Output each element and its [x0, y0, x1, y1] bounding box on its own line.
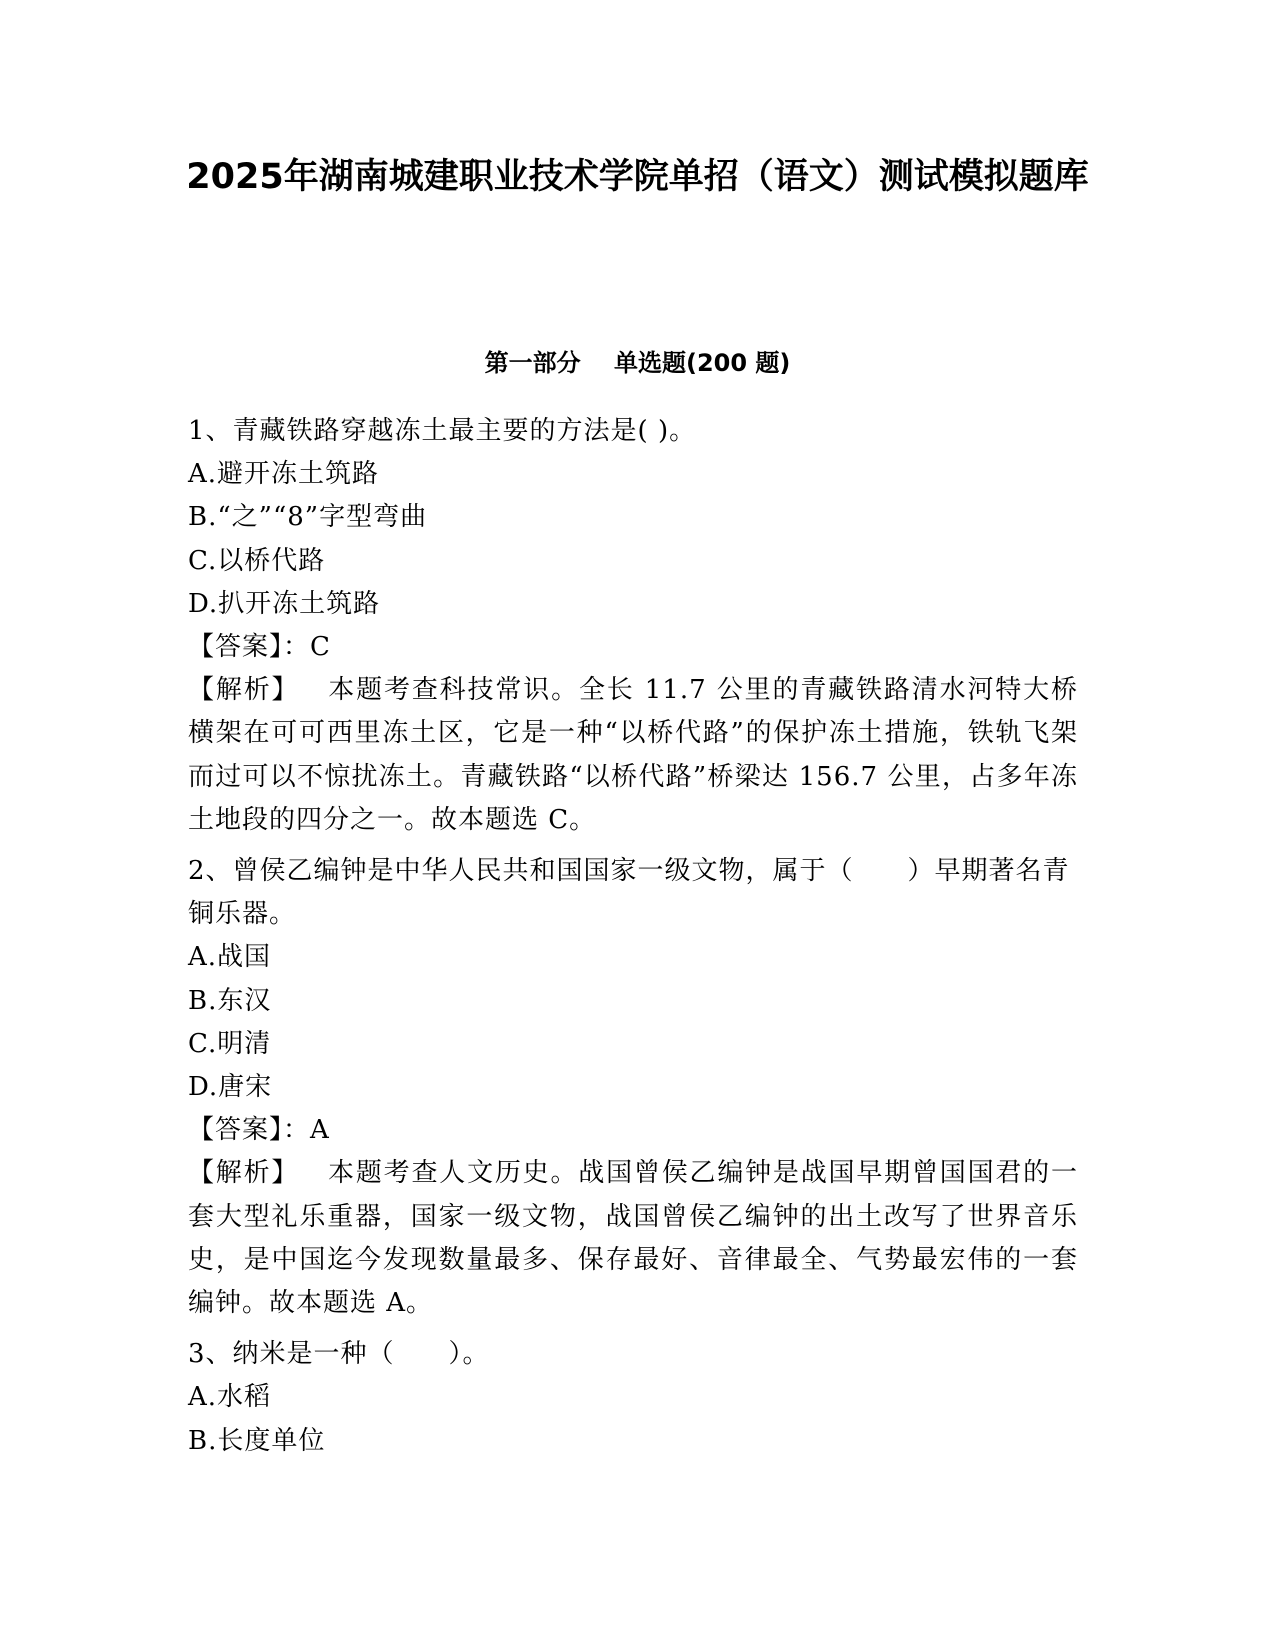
answer-label: 【答案】：: [188, 632, 311, 663]
question-2-option-c: C.明清: [188, 1028, 272, 1059]
answer-label: 【答案】：: [188, 1115, 311, 1146]
question-1-answer: C: [310, 632, 331, 663]
section-heading: 第一部分 单选题(200 题): [484, 349, 791, 377]
question-1-option-c: C.以桥代路: [188, 545, 326, 576]
question-2: [188, 850, 1078, 1325]
analysis-label: 【解析】: [188, 675, 300, 706]
question-2-option-b: B.东汉: [188, 985, 272, 1016]
document-title: 2025年湖南城建职业技术学院单招（语文）测试模拟题库: [186, 157, 1089, 197]
question-2-answer-line: [188, 1109, 1078, 1152]
question-1-option-b: B.“之”“8”字型弯曲: [188, 502, 428, 533]
question-2-option-d: D.唐宋: [188, 1072, 273, 1103]
question-3-option-a: A.水稻: [188, 1382, 272, 1413]
analysis-label: 【解析】: [188, 1158, 300, 1189]
question-3-text: 3、纳米是一种（ ）。: [188, 1339, 490, 1370]
question-1-analysis-text: 本题考查科技常识。全长 11.7 公里的青藏铁路清水河特大桥横架在可可西里冻土区，它是一种“以桥代路”的保护冻土措施，铁轨飞架而过可以不惊扰冻土。青藏铁路“以桥代路”桥梁达 156.7 公里，占多年冻土地段的四分之一。故本题选 C。: [188, 675, 1078, 835]
question-list: [188, 410, 1078, 1471]
question-3-option-b: B.长度单位: [188, 1425, 326, 1456]
question-1: [188, 410, 1078, 842]
question-1-text: 1、青藏铁路穿越冻土最主要的方法是( )。: [188, 416, 697, 446]
question-1-option-a: A.避开冻土筑路: [188, 459, 380, 490]
question-1-answer-line: [188, 626, 1078, 669]
question-3: [188, 1333, 1078, 1463]
question-2-option-a: A.战国: [188, 942, 272, 973]
question-1-option-d: D.扒开冻土筑路: [188, 588, 381, 619]
question-2-answer: A: [310, 1115, 330, 1146]
question-1-analysis: [188, 669, 1078, 842]
question-2-analysis-text: 本题考查人文历史。战国曾侯乙编钟是战国早期曾国国君的一套大型礼乐重器，国家一级文物，战国曾侯乙编钟的出土改写了世界音乐史，是中国迄今发现数量最多、保存最好、音律最全、气势最宏伟的一套编钟。故本题选 A。: [188, 1158, 1078, 1319]
question-2-text: 2、曾侯乙编钟是中华人民共和国国家一级文物，属于（ ）早期著名青铜乐器。: [188, 856, 1070, 930]
question-2-analysis: [188, 1152, 1078, 1325]
